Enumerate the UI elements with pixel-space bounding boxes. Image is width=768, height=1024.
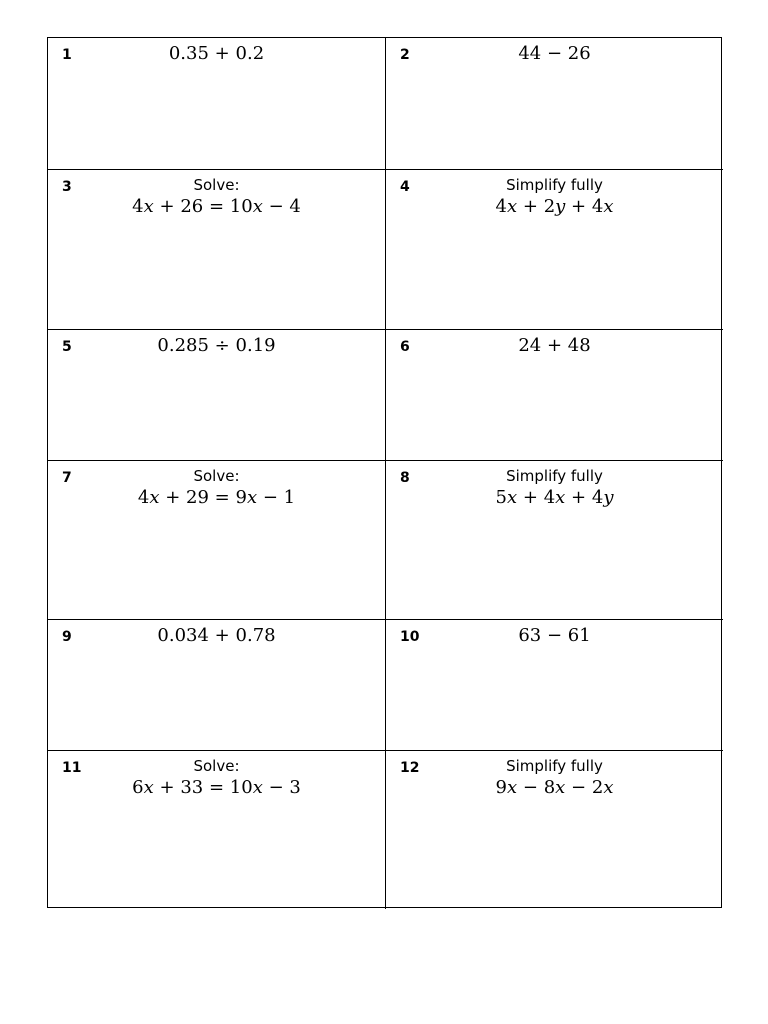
question-number: 1 bbox=[62, 47, 72, 63]
question-cell-2 bbox=[386, 38, 723, 170]
question-number: 3 bbox=[62, 179, 72, 195]
question-cell-10 bbox=[386, 620, 723, 751]
question-number: 7 bbox=[62, 470, 72, 486]
question-instruction: Solve: bbox=[193, 176, 240, 194]
question-instruction: Simplify fully bbox=[506, 757, 603, 775]
question-number: 11 bbox=[62, 760, 82, 776]
question-cell-3 bbox=[48, 170, 386, 330]
question-expression: 63 − 61 bbox=[518, 625, 591, 646]
question-cell-5 bbox=[48, 330, 386, 461]
question-instruction: Solve: bbox=[193, 757, 240, 775]
question-cell-4 bbox=[386, 170, 723, 330]
question-expression: 4x + 2y + 4x bbox=[495, 196, 614, 217]
question-number: 10 bbox=[400, 629, 420, 645]
question-instruction: Simplify fully bbox=[506, 467, 603, 485]
question-instruction: Solve: bbox=[193, 467, 240, 485]
question-cell-7 bbox=[48, 461, 386, 620]
question-number: 9 bbox=[62, 629, 72, 645]
question-expression: 0.285 ÷ 0.19 bbox=[157, 335, 276, 356]
question-cell-9 bbox=[48, 620, 386, 751]
question-number: 12 bbox=[400, 760, 420, 776]
question-expression: 24 + 48 bbox=[518, 335, 591, 356]
question-expression: 0.35 + 0.2 bbox=[168, 43, 265, 64]
question-expression: 0.034 + 0.78 bbox=[157, 625, 276, 646]
question-expression: 44 − 26 bbox=[518, 43, 591, 64]
question-cell-8 bbox=[386, 461, 723, 620]
question-cell-12 bbox=[386, 751, 723, 909]
question-expression: 9x − 8x − 2x bbox=[495, 777, 614, 798]
question-cell-11 bbox=[48, 751, 386, 909]
question-cell-6 bbox=[386, 330, 723, 461]
question-number: 2 bbox=[400, 47, 410, 63]
question-number: 8 bbox=[400, 470, 410, 486]
question-number: 5 bbox=[62, 339, 72, 355]
question-expression: 5x + 4x + 4y bbox=[495, 487, 614, 508]
question-number: 4 bbox=[400, 179, 410, 195]
question-number: 6 bbox=[400, 339, 410, 355]
question-expression: 6x + 33 = 10x − 3 bbox=[132, 777, 301, 798]
question-expression: 4x + 26 = 10x − 4 bbox=[132, 196, 301, 217]
question-instruction: Simplify fully bbox=[506, 176, 603, 194]
question-cell-1 bbox=[48, 38, 386, 170]
worksheet-grid bbox=[47, 37, 722, 908]
question-expression: 4x + 29 = 9x − 1 bbox=[137, 487, 296, 508]
